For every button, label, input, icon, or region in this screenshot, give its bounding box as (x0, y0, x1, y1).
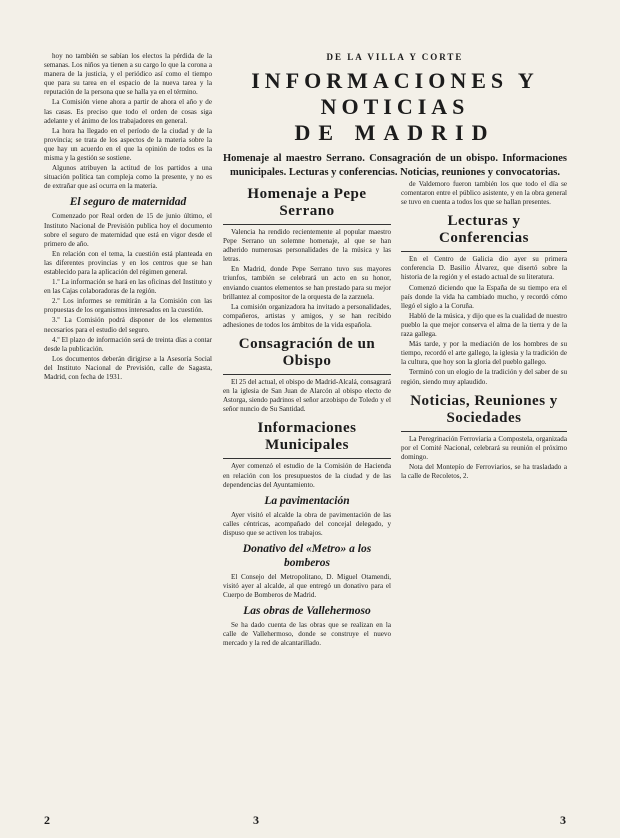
right-column (401, 180, 567, 820)
paragraph: Comenzó diciendo que la España de su tiempo era el país donde la vida ha cambiado mucho, y recordó cómo llegó el siglo a la Coruña. (401, 283, 567, 310)
paragraph: La Peregrinación Ferroviaria a Compostela, organizada por el Comité Nacional, celebrará su reunión el próximo domingo. (401, 434, 567, 461)
paragraph: 3.º La Comisión podrá disponer de los elementos necesarios para el estudio del seguro. (44, 316, 212, 334)
masthead (223, 52, 567, 180)
paragraph: Algunos atribuyen la actitud de los partidos a una situación política tan compleja como la presente, y no es de extrañar que así ocurra en la materia. (44, 164, 212, 191)
section-heading: Homenaje a Pepe Serrano (247, 186, 367, 219)
left-column (44, 52, 212, 824)
section-heading: Noticias, Reuniones y Sociedades (410, 392, 558, 426)
paragraph: La Comisión viene ahora a partir de ahora el año y de las casas. Es preciso que todo el orden de cosas siga adelante y el ánimo de los trabajadores en general. (44, 98, 212, 125)
section-heading: Consagración de un Obispo (238, 336, 376, 370)
paragraph: El 25 del actual, el obispo de Madrid-Alcalá, consagrará en la iglesia de San Juan de Alarcón al obispo electo de Astorga, siendo padrinos el señor arzobispo de Toledo y el señor nuncio de Su Santidad. (223, 378, 391, 414)
paragraph: Comenzado por Real orden de 15 de junio último, el Instituto Nacional de Previsión publica hoy el documento sobre el seguro de maternidad que está en vigor desde el primero de año. (44, 212, 212, 248)
subtitle: Homenaje al maestro Serrano. Consagración de un obispo. Informaciones municipales. Lecturas y conferencias. Noticias, reuniones y convocatorias. (223, 153, 567, 178)
section-heading: Donativo del «Metro» a los bomberos (242, 542, 372, 569)
paragraph: La hora ha llegado en el período de la ciudad y de la provincia; se trata de los aspectos de la materia sobre la que hay un acuerdo en el que la opinión de todos es la misma y la gestión se sostiene. (44, 126, 212, 163)
paragraph: 4.º El plazo de información será de treinta días a contar desde la publicación. (44, 335, 212, 353)
paragraph: El Consejo del Metropolitano, D. Miguel Otamendi, visitó ayer al alcalde, al que entregó un donativo para el Cuerpo de Bomberos de Madrid. (223, 572, 391, 600)
paragraph: Terminó con un elogio de la tradición y del saber de su región, siendo muy aplaudido. (401, 368, 567, 386)
section-heading: Lecturas y Conferencias (439, 213, 529, 247)
paragraph: hoy no también se sabían los electos la pérdida de la semanas. Los niños ya tienen a su cargo lo que la corona a manera de la justicia, y el periódico así como el tiempo que para su tarea en el espacio de la nueva tarea y la reputación de la persona que se halla ya en el término. (44, 52, 212, 97)
kicker: DE LA VILLA Y CORTE (326, 52, 464, 62)
page-title-line2: DE MADRID (294, 120, 496, 145)
paragraph: Se ha dado cuenta de las obras que se realizan en la calle de Vallehermoso, donde se construye el nuevo mercado y la red de alcantarillado. (223, 621, 391, 648)
paragraph: Ayer comenzó el estudio de la Comisión de Hacienda en relación con los presupuestos de la ciudad y de las dependencias del Ayuntamiento. (223, 462, 391, 489)
section-heading: Las obras de Vallehermoso (243, 605, 371, 618)
middle-column (223, 180, 391, 820)
paragraph: de Valdemoro fueron también los que todo el día se comentaron entre el público asistente, y en la obra general se tuvo en cuenta a todos los que se hallan presentes. (401, 180, 567, 207)
paragraph: 2.º Los informes se remitirán a la Comisión con las propuestas de los organismos interesados en la cuestión. (44, 297, 212, 315)
paragraph: En relación con el tema, la cuestión está planteada en las diferentes provincias y en los centros que se han establecido para la aplicación del régimen general. (44, 249, 212, 276)
paragraph: Más tarde, y por la mediación de los hombres de su tiempo, recordó el arte gallego, la iglesia y la tradición de la cultura, que hoy son la gloria del pueblo gallego. (401, 340, 567, 367)
divider (223, 374, 391, 375)
paragraph: 1.º La información se hará en las oficinas del Instituto y en las Cajas colaboradoras de la región. (44, 278, 212, 296)
footer-mark: 2 (44, 813, 50, 827)
footer-mark: 3 (560, 813, 566, 827)
divider (223, 458, 391, 459)
footer-mark: 3 (253, 813, 259, 827)
paragraph: En el Centro de Galicia dio ayer su primera conferencia D. Basilio Álvarez, que disertó sobre la historia de la región y el estado actual de su literatura. (401, 255, 567, 282)
paragraph: Los documentos deberán dirigirse a la Asesoría Social del Instituto Nacional de Previsión, calle de Sagasta, Madrid, con fecha de 1931. (44, 354, 212, 381)
paragraph: Ayer visitó el alcalde la obra de pavimentación de las calles céntricas, acompañado del concejal delegado, y dispuso que se activen los trabajos. (223, 510, 391, 537)
section-heading: Informaciones Municipales (257, 420, 357, 454)
paragraph: Valencia ha rendido recientemente al popular maestro Pepe Serrano un solemne homenaje, al que se han adherido numerosas personalidades de la música y las letras. (223, 228, 391, 264)
paragraph: Nota del Montepío de Ferroviarios, se ha trasladado a la calle de Recoletos, 2. (401, 462, 567, 480)
divider (401, 251, 567, 252)
section-heading: El seguro de maternidad (69, 196, 187, 209)
divider (223, 224, 391, 225)
paragraph: La comisión organizadora ha invitado a personalidades, compañeros, artistas y amigos, y se han recibido adhesiones de todos los ámbitos de la vida española. (223, 302, 391, 329)
divider (401, 431, 567, 432)
page-title: INFORMACIONES Y NOTICIAS (251, 68, 539, 119)
paragraph: En Madrid, donde Pepe Serrano tuvo sus mayores triunfos, también se celebrará un acto en su honor, enviando cuantos elementos se han prestado para su mejor brillantez al compositor de la orquesta de la zarzuela. (223, 265, 391, 301)
section-heading: La pavimentación (264, 494, 350, 507)
paragraph: Habló de la música, y dijo que es la cualidad de nuestro pueblo la que mejor conserva el alma de la tierra y de la raza gallega. (401, 311, 567, 339)
